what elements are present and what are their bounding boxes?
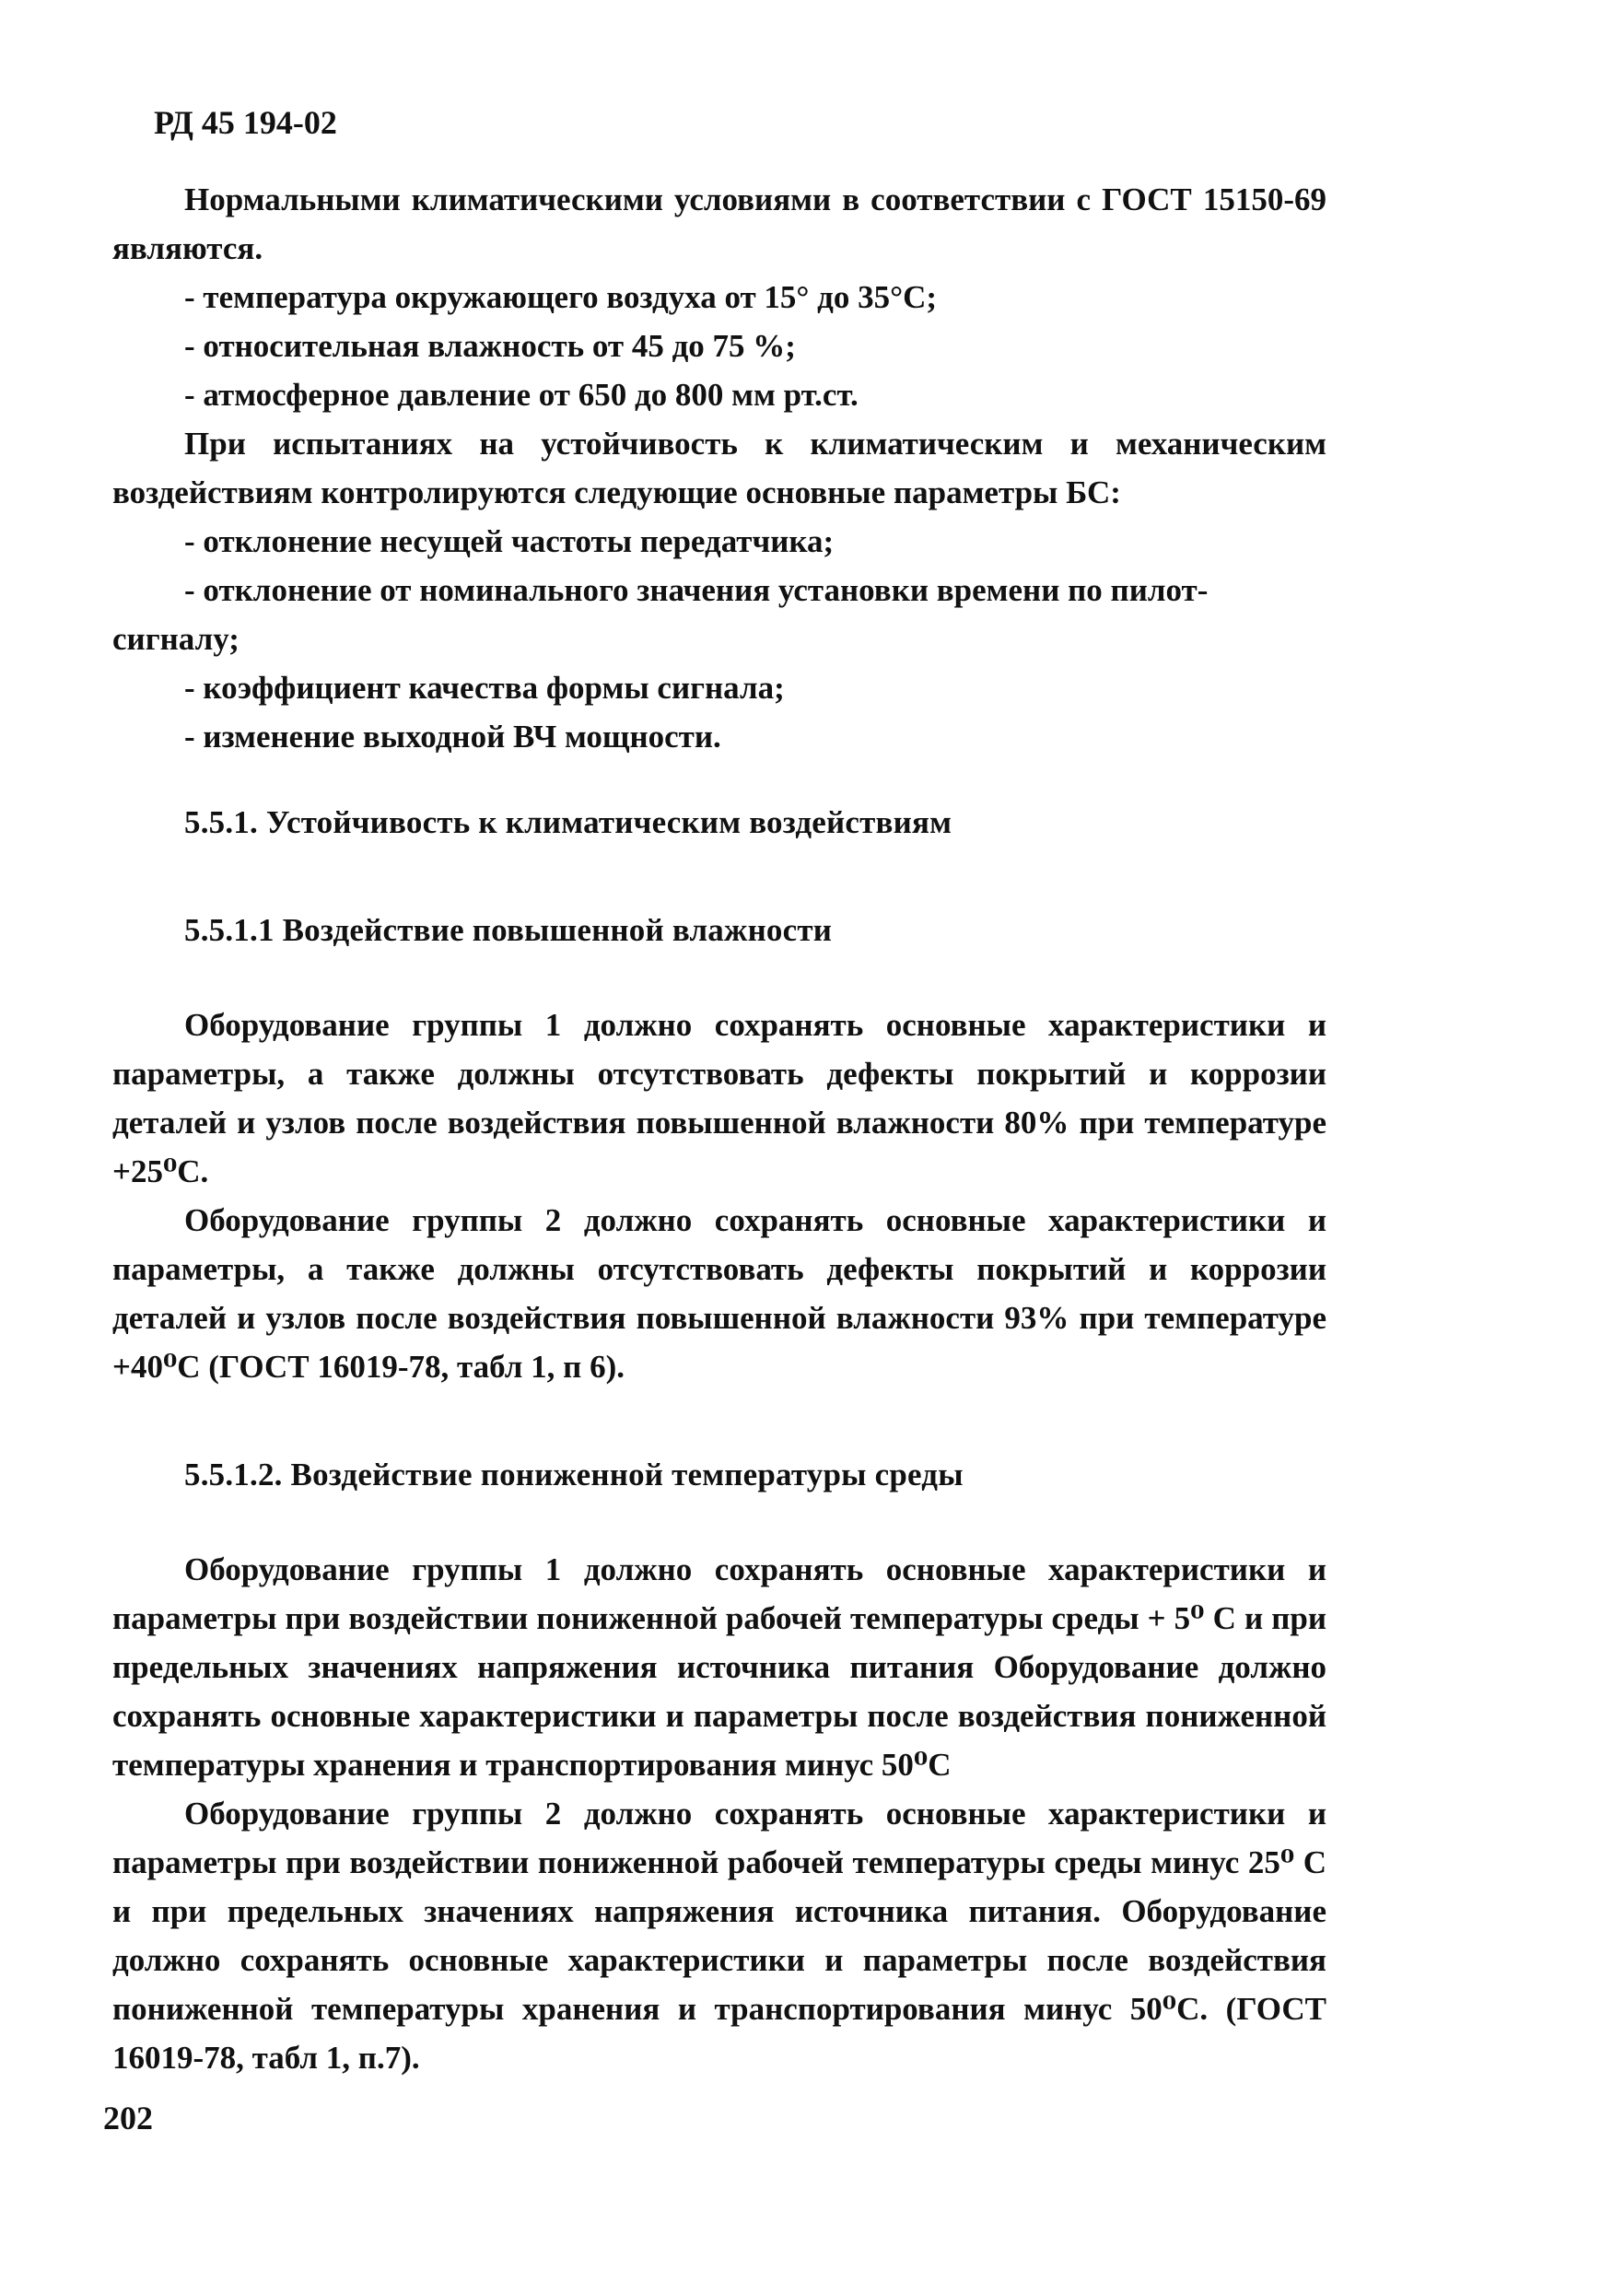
- low-temp-paragraph-group-1: Оборудование группы 1 должно сохранять основные характеристики и параметры при воздействии пониженной рабочей температуры среды + 5⁰ С и при предельных значениях напряжения источника питания Оборудование должно сохранять основные характеристики и параметры после воздействия пониженной температуры хранения и транспортирования минус 50⁰С: [112, 1551, 1326, 1783]
- intro-paragraph: Нормальными климатическими условиями в соответствии с ГОСТ 15150-69 являются.: [112, 181, 1326, 266]
- section-heading-5-5-1: 5.5.1. Устойчивость к климатическим воздействиям: [184, 804, 952, 840]
- intro-list-item: - атмосферное давление от 650 до 800 мм рт.ст.: [184, 377, 859, 413]
- section-heading-5-5-1-2: 5.5.1.2. Воздействие пониженной температуры среды: [184, 1457, 964, 1492]
- humidity-paragraph-group-2: Оборудование группы 2 должно сохранять основные характеристики и параметры, а также должны отсутствовать дефекты покрытий и коррозии деталей и узлов после воздействия повышенной влажности 93% при температуре +40⁰С (ГОСТ 16019-78, табл 1, п 6).: [112, 1202, 1326, 1385]
- section-heading-5-5-1-1: 5.5.1.1 Воздействие повышенной влажности: [184, 912, 833, 948]
- tests-list-item: - отклонение от номинального значения установки времени по пилот-сигналу;: [112, 572, 1209, 657]
- tests-list-item: - отклонение несущей частоты передатчика;: [184, 523, 835, 559]
- tests-list-item: - коэффициент качества формы сигнала;: [184, 670, 785, 706]
- page-number: 202: [103, 2100, 153, 2136]
- document-code: РД 45 194-02: [154, 104, 337, 141]
- humidity-paragraph-group-1: Оборудование группы 1 должно сохранять основные характеристики и параметры, а также должны отсутствовать дефекты покрытий и коррозии деталей и узлов после воздействия повышенной влажности 80% при температуре +25⁰С.: [112, 1007, 1326, 1189]
- tests-paragraph: При испытаниях на устойчивость к климатическим и механическим воздействиям контролируются следующие основные параметры БС:: [112, 426, 1326, 510]
- intro-list-item: - относительная влажность от 45 до 75 %;: [184, 328, 796, 364]
- low-temp-paragraph-group-2: Оборудование группы 2 должно сохранять основные характеристики и параметры при воздействии пониженной рабочей температуры среды минус 25⁰ С и при предельных значениях напряжения источника питания. Оборудование должно сохранять основные характеристики и параметры после воздействия пониженной температуры хранения и транспортирования минус 50⁰С. (ГОСТ 16019-78, табл 1, п.7).: [112, 1796, 1326, 2076]
- tests-list-item: - изменение выходной ВЧ мощности.: [184, 719, 721, 755]
- intro-list-item: - температура окружающего воздуха от 15° до 35°С;: [184, 279, 938, 315]
- document-body: [112, 175, 1326, 2082]
